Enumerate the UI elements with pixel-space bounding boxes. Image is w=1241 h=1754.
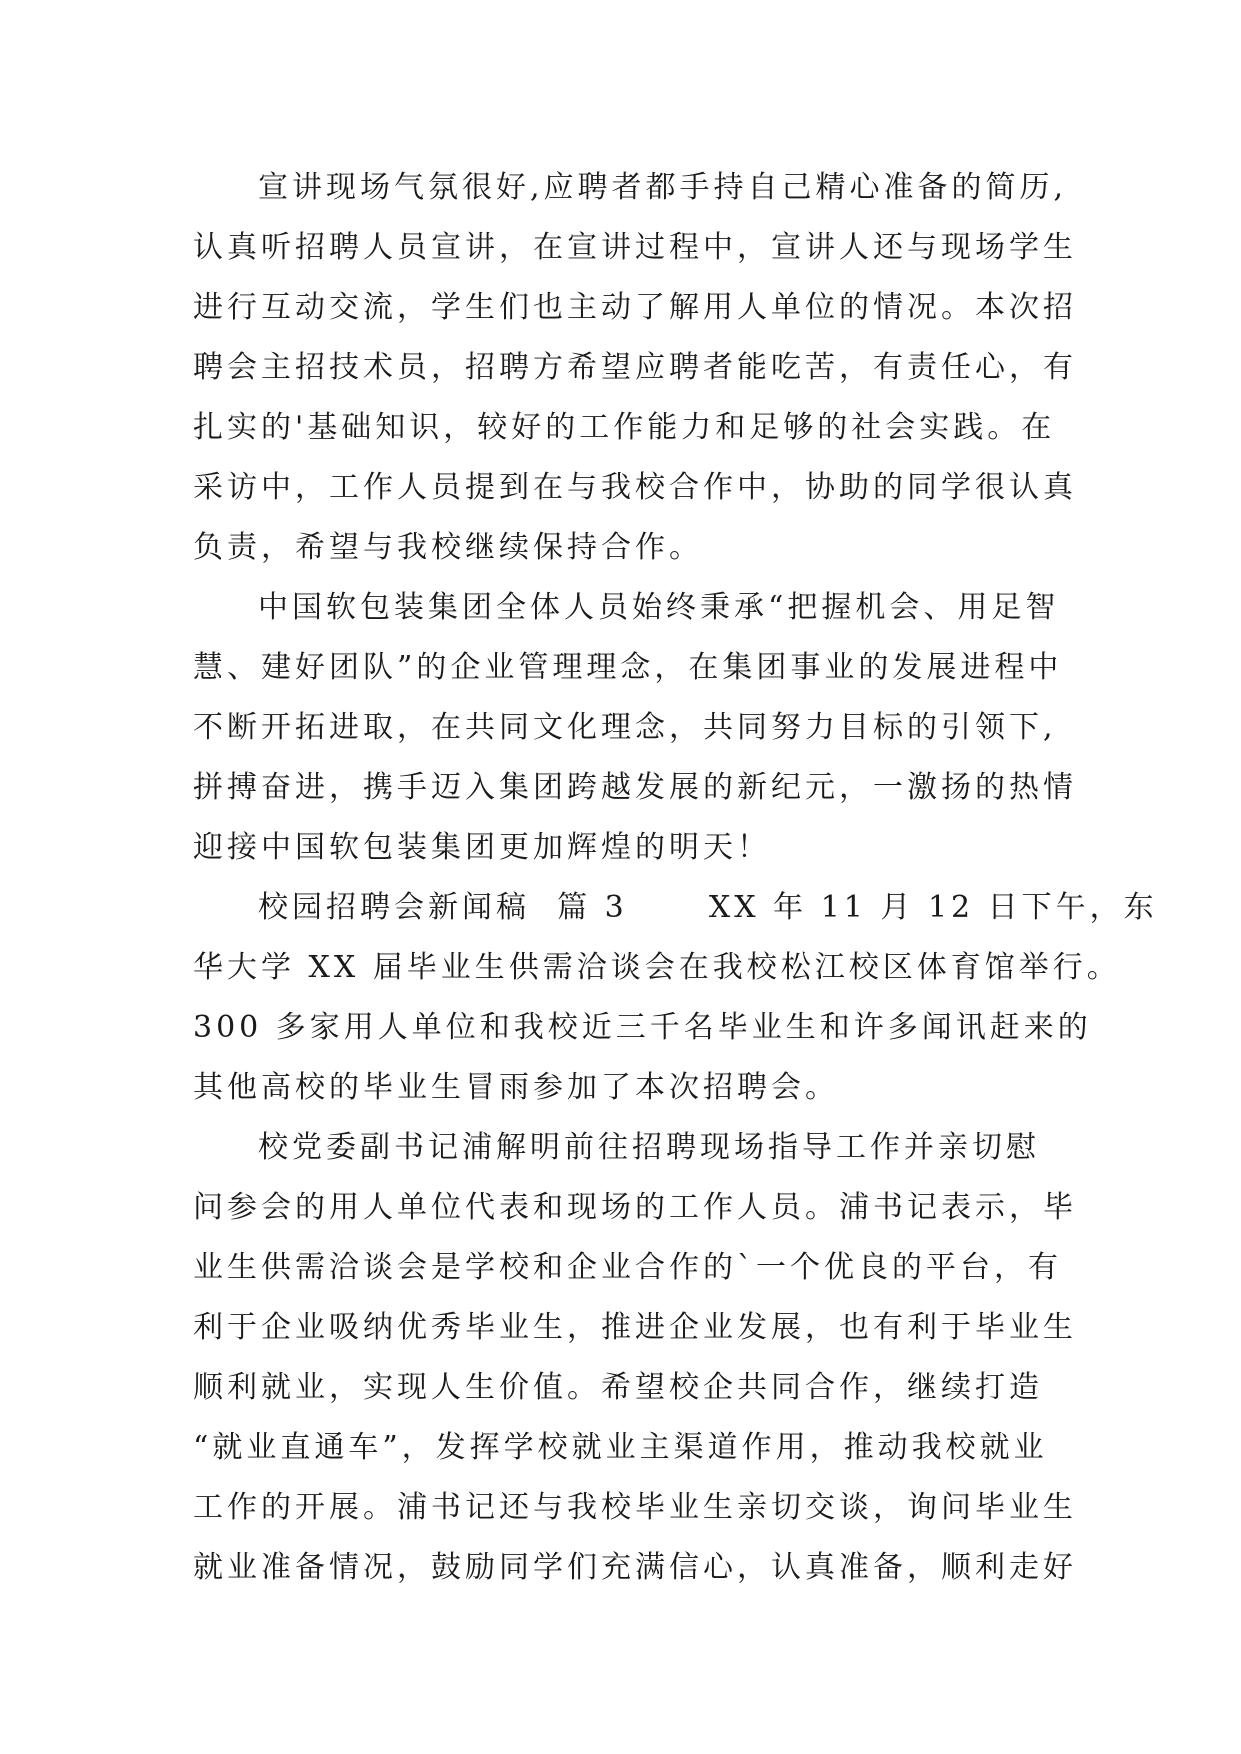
paragraph-2-line-3: 不断开拓进取，在共同文化理念，共同努力目标的引领下,: [193, 710, 1057, 745]
paragraph-4-line-2: 问参会的用人单位代表和现场的工作人员。浦书记表示，毕: [193, 1190, 1077, 1225]
paragraph-3: [193, 878, 1158, 1118]
paragraph-4: [193, 1118, 1083, 1598]
paragraph-2-line-2: 慧、建好团队”的企业管理理念，在集团事业的发展进程中: [193, 650, 1063, 685]
paragraph-4-line-1: 校党委副书记浦解明前往招聘现场指导工作并亲切慰: [258, 1130, 1040, 1165]
paragraph-3-line-1: 校园招聘会新闻稿 篇 3 XX 年 11 月 12 日下午，东: [258, 890, 1158, 925]
paragraph-4-line-3: 业生供需洽谈会是学校和企业合作的`一个优良的平台，有: [193, 1250, 1062, 1285]
paragraph-1-line-1: 宣讲现场气氛很好,应聘者都手持自己精心准备的简历,: [258, 170, 1068, 205]
paragraph-1-line-5: 扎实的'基础知识，较好的工作能力和足够的社会实践。在: [193, 410, 1056, 445]
paragraph-1: [193, 158, 1083, 578]
paragraph-3-line-3: 300 多家用人单位和我校近三千名毕业生和许多闻讯赶来的: [193, 1010, 1092, 1045]
paragraph-2-line-5: 迎接中国软包装集团更加辉煌的明天！: [193, 830, 771, 865]
paragraph-4-line-4: 利于企业吸纳优秀毕业生，推进企业发展，也有利于毕业生: [193, 1310, 1077, 1345]
paragraph-4-line-6: “就业直通车”，发挥学校就业主渠道作用，推动我校就业: [193, 1430, 1048, 1465]
paragraph-1-line-3: 进行互动交流，学生们也主动了解用人单位的情况。本次招: [193, 290, 1077, 325]
paragraph-3-line-2: 华大学 XX 届毕业生供需洽谈会在我校松江校区体育馆举行。: [193, 950, 1121, 985]
paragraph-1-line-2: 认真听招聘人员宣讲，在宣讲过程中，宣讲人还与现场学生: [193, 230, 1077, 265]
paragraph-4-line-8: 就业准备情况，鼓励同学们充满信心，认真准备，顺利走好: [193, 1550, 1077, 1585]
paragraph-4-line-7: 工作的开展。浦书记还与我校毕业生亲切交谈，询问毕业生: [193, 1490, 1077, 1525]
paragraph-1-line-4: 聘会主招技术员，招聘方希望应聘者能吃苦，有责任心，有: [193, 350, 1077, 385]
paragraph-2-line-4: 拼搏奋进，携手迈入集团跨越发展的新纪元，一激扬的热情: [193, 770, 1077, 805]
paragraph-2: [193, 578, 1083, 878]
paragraph-1-line-7: 负责，希望与我校继续保持合作。: [193, 530, 703, 565]
paragraph-4-line-5: 顺利就业，实现人生价值。希望校企共同合作，继续打造: [193, 1370, 1043, 1405]
paragraph-3-line-4: 其他高校的毕业生冒雨参加了本次招聘会。: [193, 1070, 839, 1105]
paragraph-1-line-6: 采访中，工作人员提到在与我校合作中，协助的同学很认真: [193, 470, 1077, 505]
body-text: [193, 158, 1158, 1598]
paragraph-2-line-1: 中国软包装集团全体人员始终秉承“把握机会、用足智: [258, 590, 1060, 625]
